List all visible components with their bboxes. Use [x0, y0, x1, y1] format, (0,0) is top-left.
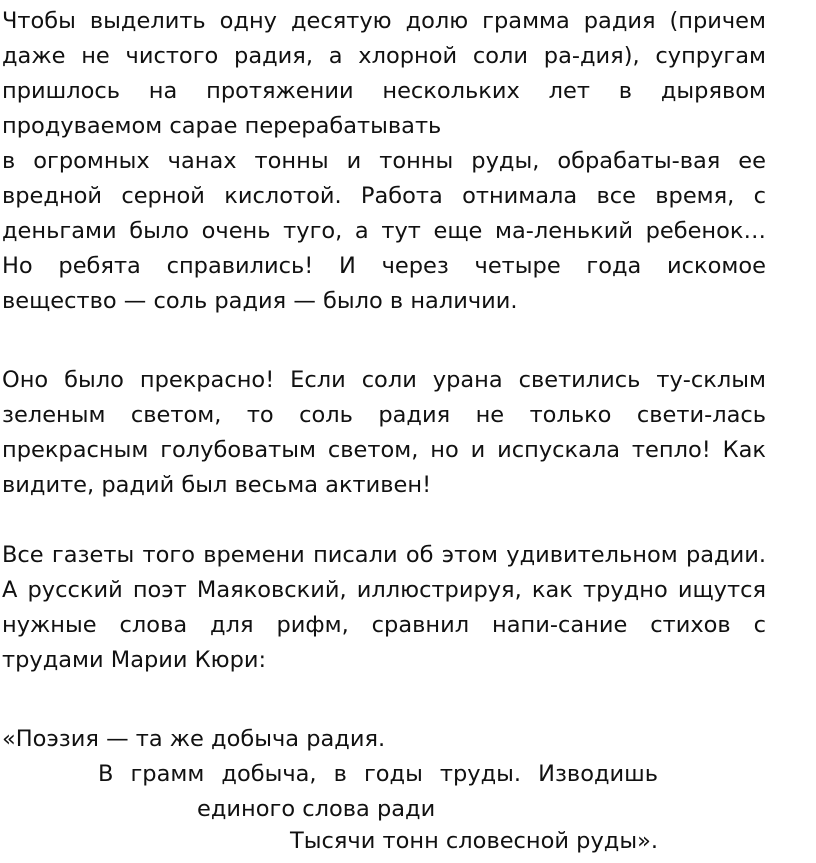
- paragraph-1-line-5: в огромных чанах тонны и тонны руды, обрабаты-вая ее: [2, 148, 766, 174]
- paragraph-3-line-1: Все газеты того времени писали об этом удивительном радии.: [2, 542, 766, 568]
- paragraph-1-line-7: деньгами было очень туго, а тут еще ма-ленький ребенок…: [2, 218, 766, 244]
- paragraph-3-line-3: нужные слова для рифм, сравнил напи-сание стихов с: [2, 612, 766, 638]
- quote-line-2: В грамм добыча, в годы труды. Изводишь: [98, 761, 658, 787]
- paragraph-2-line-3: прекрасным голубоватым светом, но и испускала тепло! Как: [2, 437, 766, 463]
- paragraph-3-line-4: трудами Марии Кюри:: [2, 647, 267, 673]
- paragraph-2-line-4: видите, радий был весьма активен!: [2, 472, 432, 498]
- paragraph-1-line-2: даже не чистого радия, а хлорной соли ра-дия), супругам: [2, 43, 766, 69]
- paragraph-1-line-8: Но ребята справились! И через четыре года искомое: [2, 253, 766, 279]
- paragraph-1-line-3: пришлось на протяжении нескольких лет в дырявом: [2, 78, 766, 104]
- quote-line-1: «Поэзия — та же добыча радия.: [2, 726, 386, 752]
- paragraph-1-line-9: вещество — соль радия — было в наличии.: [2, 288, 518, 314]
- paragraph-3-line-2: А русский поэт Маяковский, иллюстрируя, как трудно ищутся: [2, 577, 766, 603]
- paragraph-2-line-1: Оно было прекрасно! Если соли урана светились ту-склым: [2, 367, 766, 393]
- paragraph-1-line-1: Чтобы выделить одну десятую долю грамма радия (причем: [2, 8, 766, 34]
- quote-line-3: единого слова ради: [197, 796, 436, 822]
- paragraph-1-line-6: вредной серной кислотой. Работа отнимала все время, с: [2, 183, 766, 209]
- quote-line-4: Тысячи тонн словесной руды».: [290, 828, 659, 854]
- paragraph-2-line-2: зеленым светом, то соль радия не только свети-лась: [2, 402, 766, 428]
- paragraph-1-line-4: продуваемом сарае перерабатывать: [2, 113, 442, 139]
